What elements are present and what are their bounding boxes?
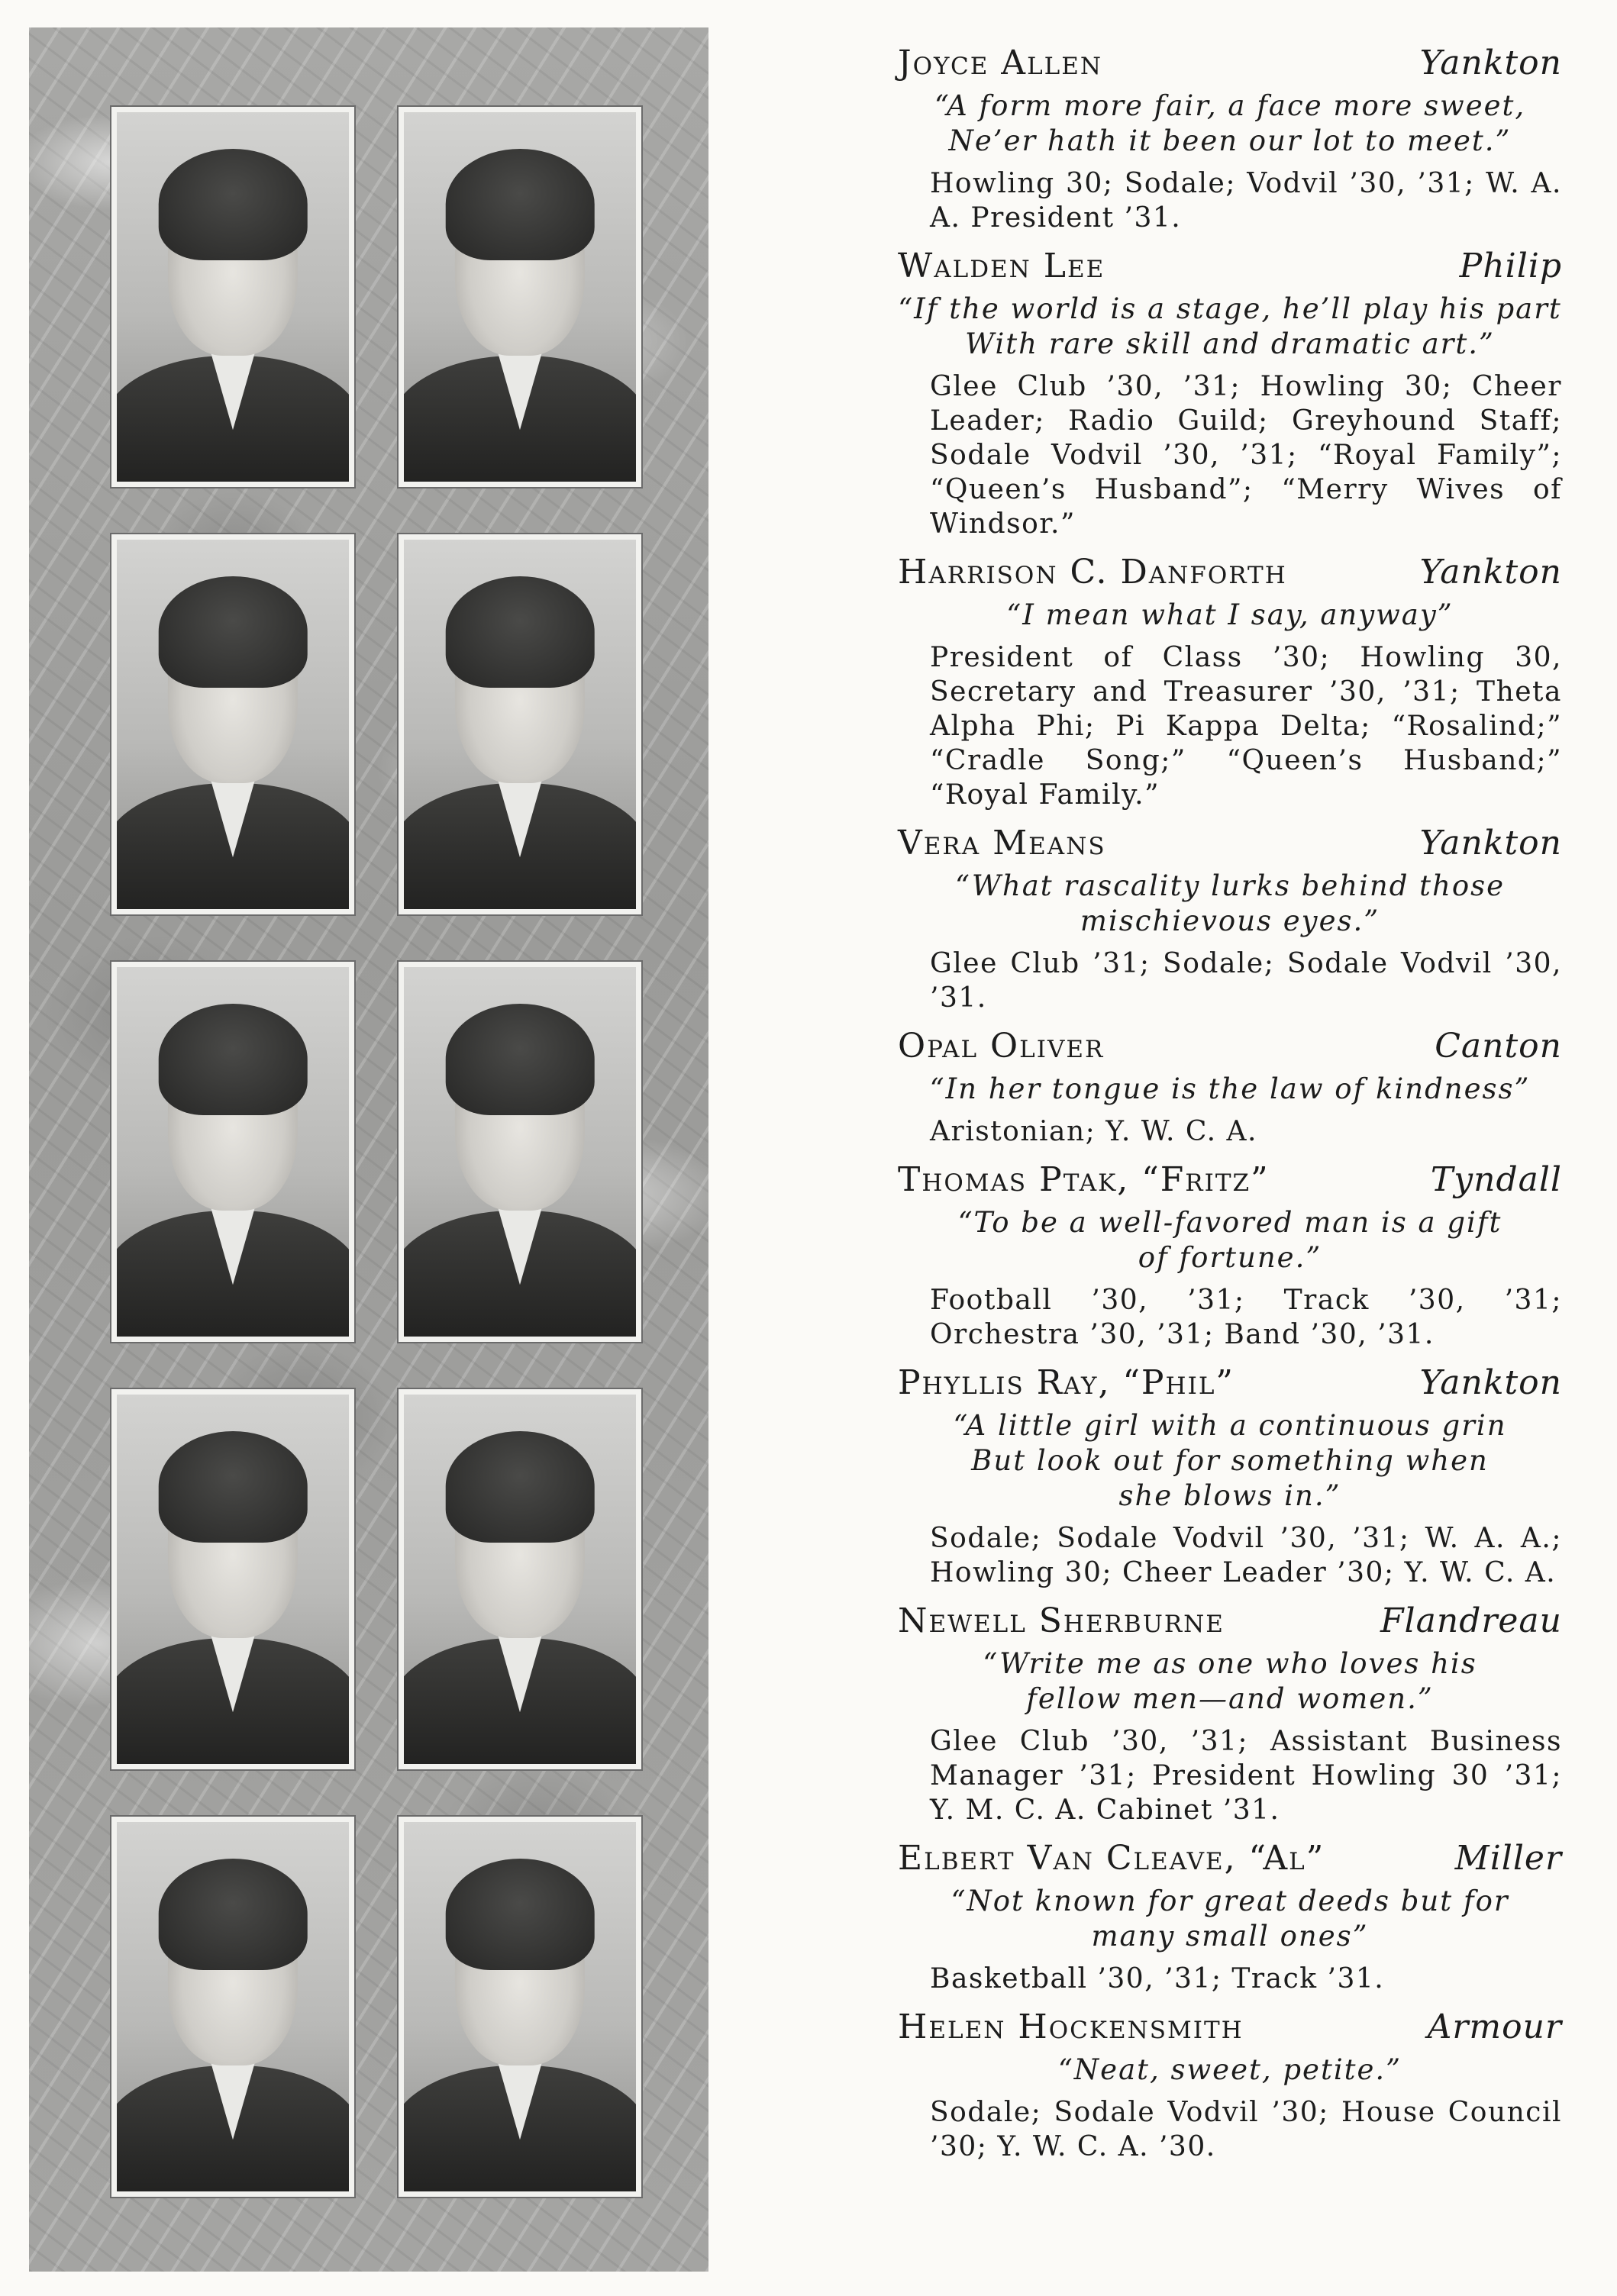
student-quote: “If the world is a stage, he’ll play his part With rare skill and dramatic art.” <box>898 292 1562 360</box>
student-quote: “A form more fair, a face more sweet, Ne’er hath it been our lot to meet.” <box>934 89 1526 157</box>
student-name: Newell Sherburne <box>898 1601 1225 1640</box>
portrait-photo <box>111 962 354 1342</box>
name-line <box>898 1599 1562 1643</box>
hometown: Yankton <box>1419 1363 1562 1402</box>
hometown: Tyndall <box>1430 1160 1562 1199</box>
activities: Basketball ’30, ’31; Track ’31. <box>930 1963 1385 1994</box>
senior-entry <box>898 550 1562 812</box>
student-quote: “A little girl with a continuous grin But look out for something when she blows in.” <box>953 1409 1507 1512</box>
student-name: Opal Oliver <box>898 1027 1105 1066</box>
hometown: Flandreau <box>1380 1601 1562 1640</box>
portrait-photo <box>399 1389 641 1769</box>
student-name: Elbert Van Cleave, “Al” <box>898 1839 1325 1878</box>
activities: Football ’30, ’31; Track ’30, ’31; Orchestra ’30, ’31; Band ’30, ’31. <box>930 1285 1562 1350</box>
student-name: Thomas Ptak, “Fritz” <box>898 1160 1270 1199</box>
name-line <box>898 1024 1562 1069</box>
activities: President of Class ’30; Howling 30, Secretary and Treasurer ’30, ’31; Theta Alpha Phi; Pi Kappa Delta; “Rosalind;” “Cradle Song;” “Queen’s Husband;” “Royal Family.” <box>930 642 1562 811</box>
student-name: Helen Hockensmith <box>898 2007 1244 2046</box>
name-line <box>898 1361 1562 1405</box>
student-name: Walden Lee <box>898 247 1105 285</box>
activities: Howling 30; Sodale; Vodvil ’30, ’31; W. A. A. President ’31. <box>930 168 1562 234</box>
name-line <box>898 2005 1562 2049</box>
senior-entry <box>898 1024 1562 1149</box>
hometown: Armour <box>1427 2007 1562 2046</box>
name-line <box>898 41 1562 85</box>
student-quote: “Write me as one who loves his fellow men—and women.” <box>983 1647 1477 1715</box>
portrait-photo <box>399 1817 641 2197</box>
student-quote: “I mean what I say, anyway” <box>1006 598 1454 631</box>
activities: Glee Club ’30, ’31; Assistant Business Manager ’31; President Howling 30 ’31; Y. M. C. A. Cabinet ’31. <box>930 1726 1562 1826</box>
activities: Sodale; Sodale Vodvil ’30; House Council ’30; Y. W. C. A. ’30. <box>930 2097 1562 2162</box>
portrait-photo <box>399 534 641 914</box>
hometown: Miller <box>1454 1839 1562 1878</box>
name-line <box>898 1836 1562 1881</box>
portrait-photo <box>111 107 354 487</box>
senior-entry <box>898 1158 1562 1352</box>
activities: Glee Club ’30, ’31; Howling 30; Cheer Leader; Radio Guild; Greyhound Staff; Sodale Vodvil ’30, ’31; “Royal Family”; “Queen’s Husband”; “Merry Wives of Windsor.” <box>930 371 1562 540</box>
student-quote: “What rascality lurks behind those mischievous eyes.” <box>954 869 1506 937</box>
portrait-strip <box>29 27 708 2272</box>
portrait-photo <box>111 1817 354 2197</box>
activities: Sodale; Sodale Vodvil ’30, ’31; W. A. A.; Howling 30; Cheer Leader ’30; Y. W. C. A. <box>930 1523 1562 1588</box>
portrait-photo <box>399 962 641 1342</box>
senior-entry <box>898 41 1562 235</box>
portrait-photo <box>111 534 354 914</box>
name-line <box>898 244 1562 289</box>
hometown: Yankton <box>1419 44 1562 82</box>
student-name: Joyce Allen <box>898 44 1103 82</box>
name-line <box>898 1158 1562 1202</box>
senior-entry <box>898 1361 1562 1590</box>
hometown: Canton <box>1435 1027 1562 1066</box>
hometown: Yankton <box>1419 824 1562 863</box>
hometown: Yankton <box>1419 553 1562 592</box>
hometown: Philip <box>1459 247 1562 285</box>
student-name: Harrison C. Danforth <box>898 553 1287 592</box>
student-quote: “Neat, sweet, petite.” <box>1057 2053 1402 2086</box>
senior-entry <box>898 2005 1562 2164</box>
senior-entry <box>898 821 1562 1015</box>
portrait-photo <box>399 107 641 487</box>
activities: Aristonian; Y. W. C. A. <box>930 1116 1257 1147</box>
student-quote: “Not known for great deeds but for many small ones” <box>951 1885 1509 1953</box>
student-quote: “In her tongue is the law of kindness” <box>929 1072 1531 1105</box>
activities: Glee Club ’31; Sodale; Sodale Vodvil ’30, ’31. <box>930 948 1562 1014</box>
student-name: Phyllis Ray, “Phil” <box>898 1363 1235 1402</box>
name-line <box>898 821 1562 866</box>
senior-entry <box>898 1599 1562 1827</box>
student-quote: “To be a well-favored man is a gift of fortune.” <box>957 1206 1502 1274</box>
senior-entry <box>898 1836 1562 1996</box>
senior-entry <box>898 244 1562 541</box>
portrait-photo <box>111 1389 354 1769</box>
senior-entries <box>898 41 1562 2173</box>
student-name: Vera Means <box>898 824 1106 863</box>
name-line <box>898 550 1562 595</box>
